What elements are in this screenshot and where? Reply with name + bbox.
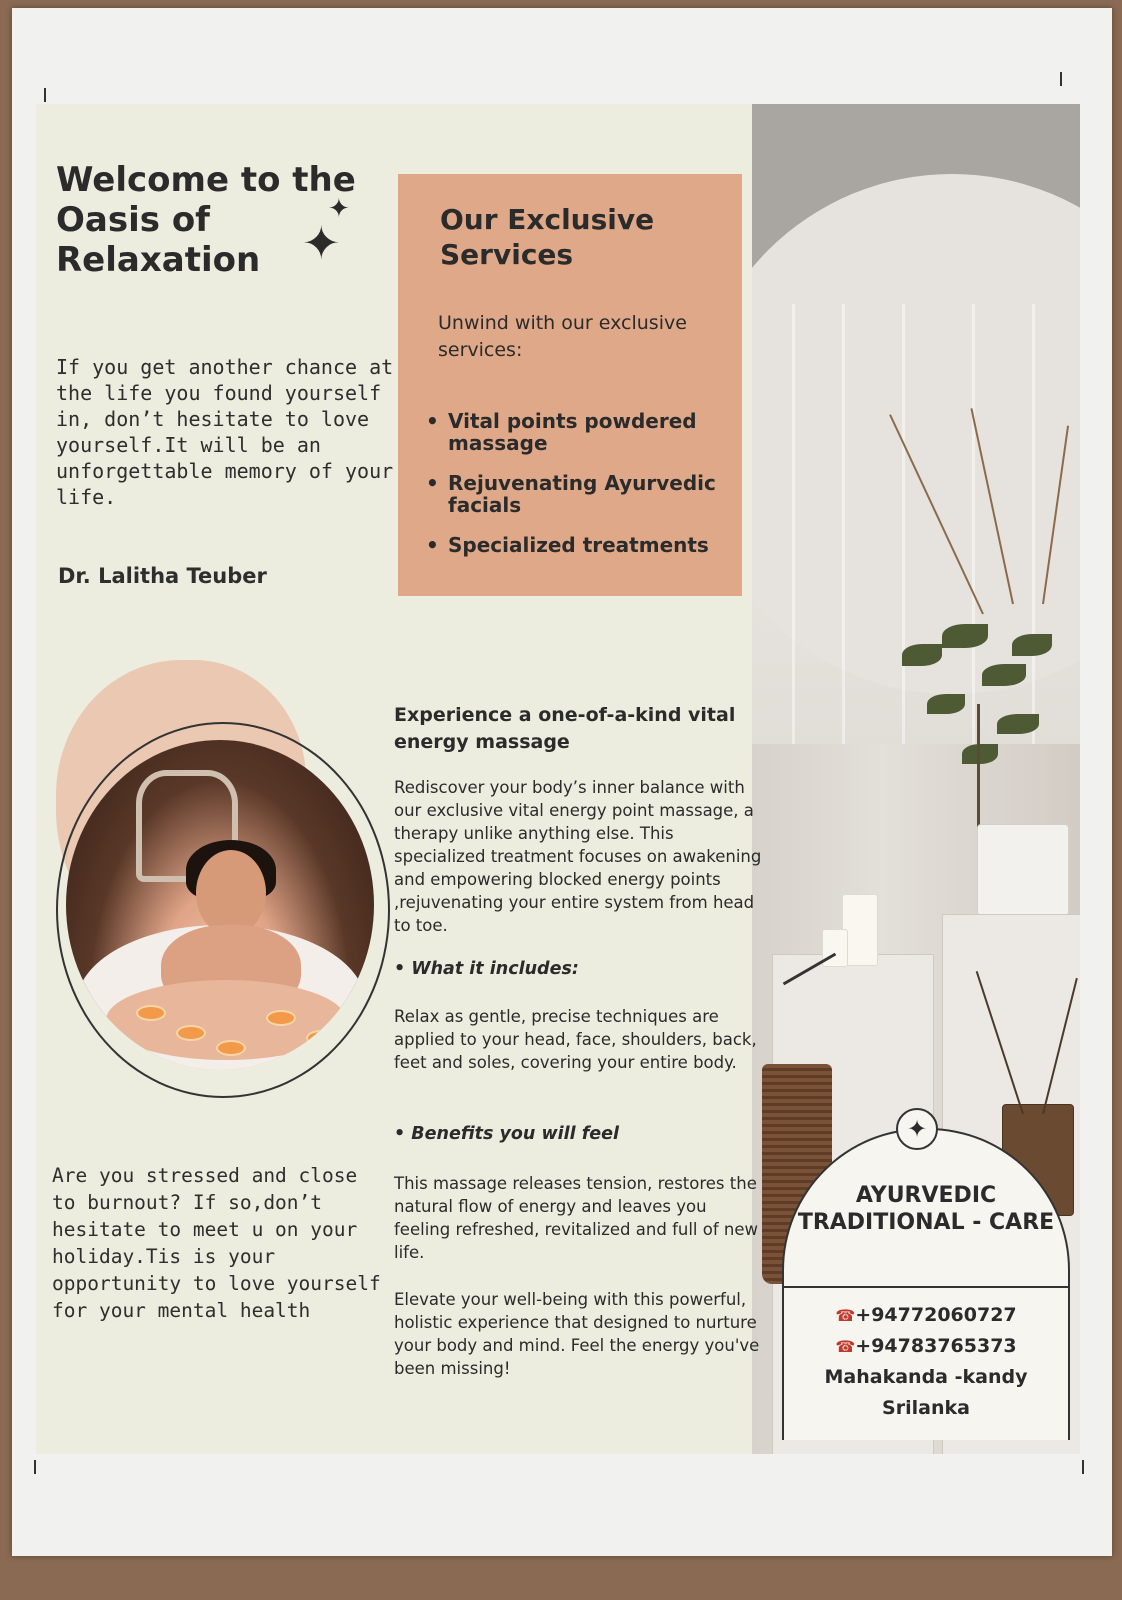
phone-number[interactable]: +94772060727 bbox=[855, 1304, 1017, 1326]
services-box bbox=[398, 174, 742, 596]
arch-light bbox=[752, 174, 1080, 694]
crop-mark bbox=[1082, 1460, 1084, 1474]
brochure-sheet bbox=[36, 104, 1080, 1454]
four-point-star-icon: ✦ bbox=[328, 194, 350, 224]
service-item: • Rejuvenating Ayurvedic facials bbox=[424, 472, 736, 516]
address-line: Srilanka bbox=[882, 1397, 970, 1419]
contact-card bbox=[782, 1128, 1070, 1440]
crop-mark bbox=[44, 88, 46, 102]
massage-title: Experience a one-of-a-kind vital energy massage bbox=[394, 704, 736, 753]
business-name: AYURVEDIC TRADITIONAL - CARE bbox=[797, 1183, 1055, 1235]
contact-details bbox=[784, 1300, 1068, 1424]
four-point-star-icon: ✦ bbox=[302, 216, 341, 270]
candle bbox=[822, 929, 848, 967]
service-item: • Vital points powdered massage bbox=[424, 410, 736, 454]
benefits-heading: • Benefits you will feel bbox=[394, 1124, 620, 1144]
crop-mark bbox=[34, 1460, 36, 1474]
telephone-icon: ☎ bbox=[835, 1337, 856, 1356]
benefits-text: This massage releases tension, restores the natural flow of energy and leaves you feeling refreshed, revitalized and full of new life. bbox=[394, 1174, 758, 1262]
services-title: Our Exclusive Services bbox=[440, 203, 655, 271]
telephone-icon: ☎ bbox=[835, 1306, 856, 1325]
service-item: • Specialized treatments bbox=[424, 534, 736, 556]
services-intro: Unwind with our exclusive services: bbox=[438, 312, 687, 361]
includes-text: Relax as gentle, precise techniques are applied to your head, face, shoulders, back, feet and soles, covering your entire body. bbox=[394, 1007, 757, 1072]
closing-text: Elevate your well-being with this powerful, holistic experience that designed to nurture your body and mind. Feel the energy you've been missing! bbox=[394, 1290, 760, 1378]
services-list bbox=[424, 410, 736, 574]
crop-mark bbox=[1060, 72, 1062, 86]
divider bbox=[784, 1286, 1068, 1288]
author-name: Dr. Lalitha Teuber bbox=[58, 564, 267, 588]
intro-text: If you get another chance at the life you found yourself in, don’t hesitate to love yourself.It will be an unforgettable memory of your life. bbox=[56, 355, 394, 509]
massage-description: Rediscover your body’s inner balance with our exclusive vital energy point massage, a therapy unlike anything else. This specialized treatment focuses on awakening and empowering blocked energy points ,rejuvenating your entire system from head to toe. bbox=[394, 778, 762, 935]
stress-text: Are you stressed and close to burnout? If so,don’t hesitate to meet u on your holiday.Tis is your opportunity to love yourself for your mental health bbox=[52, 1164, 381, 1322]
phone-number[interactable]: +94783765373 bbox=[855, 1335, 1017, 1357]
plant-pot bbox=[977, 824, 1069, 916]
page-title: Welcome to the Oasis of Relaxation bbox=[56, 160, 356, 280]
address-line: Mahakanda -kandy bbox=[824, 1366, 1028, 1388]
four-point-star-icon: ✦ bbox=[896, 1108, 938, 1150]
circle-frame bbox=[56, 722, 390, 1098]
includes-heading: • What it includes: bbox=[394, 959, 579, 979]
